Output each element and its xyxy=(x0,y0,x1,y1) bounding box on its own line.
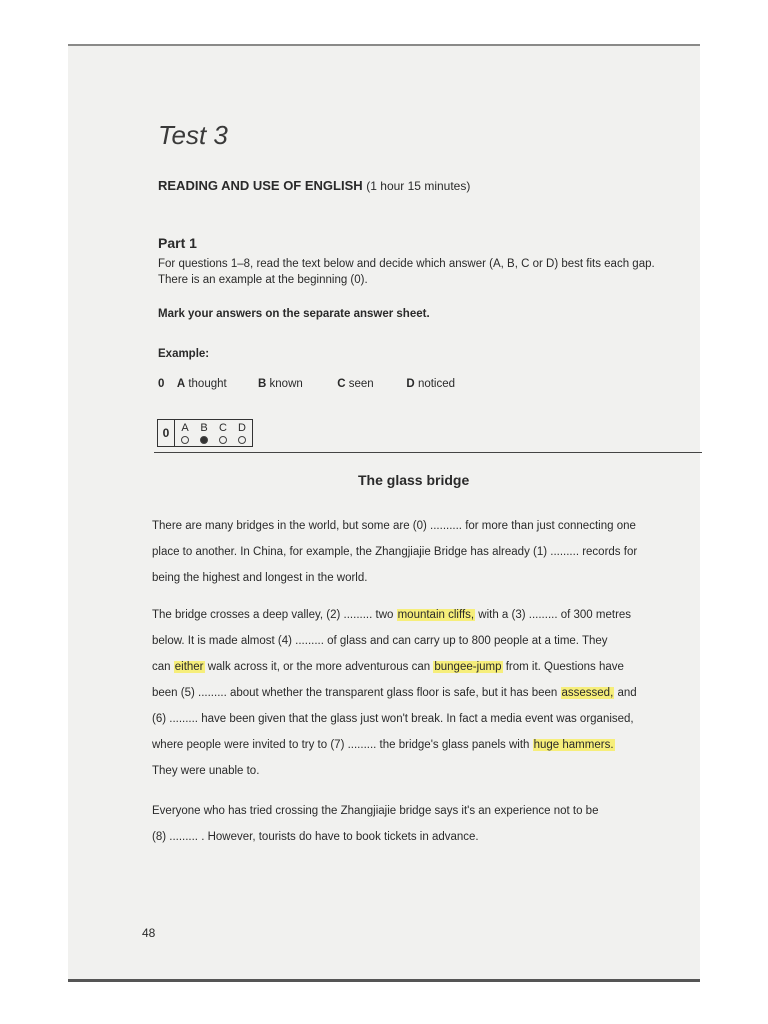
text-line: being the highest and longest in the world. xyxy=(152,572,368,584)
highlight: assessed, xyxy=(561,687,614,699)
text-line: below. It is made almost (4) ......... of glass and can carry up to 800 people at a time. They xyxy=(152,635,608,647)
text-line: can either walk across it, or the more adventurous can bungee-jump from it. Questions have xyxy=(152,661,624,673)
answer-bubble xyxy=(219,436,227,444)
instructions xyxy=(158,256,698,288)
text-line: place to another. In China, for example, the Zhangjiajie Bridge has already (1) ......... records for xyxy=(152,546,638,558)
page-number: 48 xyxy=(142,926,156,940)
highlight: mountain cliffs, xyxy=(397,609,475,621)
section-heading xyxy=(158,178,470,193)
text-line: (8) ......... . However, tourists do have to book tickets in advance. xyxy=(152,831,479,843)
part-heading: Part 1 xyxy=(158,235,197,251)
instruction-line: There is an example at the beginning (0). xyxy=(158,274,368,286)
divider xyxy=(154,452,702,453)
example-option: C seen xyxy=(337,378,374,390)
instruction-line: For questions 1–8, read the text below and decide which answer (A, B, C or D) best fits each gap. xyxy=(158,258,655,270)
example-options xyxy=(158,378,455,390)
text-line: Everyone who has tried crossing the Zhangjiajie bridge says it's an experience not to be xyxy=(152,805,599,817)
answer-cell-d: D xyxy=(238,423,246,444)
answer-grid-row-label: 0 xyxy=(158,420,175,446)
answer-bubble xyxy=(238,436,246,444)
answer-cell-a: A xyxy=(181,423,189,444)
example-option: D noticed xyxy=(406,378,456,390)
paragraph-1 xyxy=(152,513,702,591)
paragraph-2 xyxy=(152,602,702,784)
paragraph-3 xyxy=(152,798,702,850)
example-label: Example: xyxy=(158,348,210,360)
text-line: The bridge crosses a deep valley, (2) ......... two mountain cliffs, with a (3) ......... of 300 metres xyxy=(152,609,632,621)
example-number: 0 xyxy=(158,378,165,390)
answer-cell-c: C xyxy=(219,423,227,444)
text-line: They were unable to. xyxy=(152,765,260,777)
section-title: READING AND USE OF ENGLISH xyxy=(158,178,363,193)
text-line: been (5) ......... about whether the transparent glass floor is safe, but it has been assessed, and xyxy=(152,687,637,699)
example-option: B known xyxy=(258,378,303,390)
text-line: (6) ......... have been given that the glass just won't break. In fact a media event was organised, xyxy=(152,713,634,725)
mark-instruction: Mark your answers on the separate answer sheet. xyxy=(158,308,430,320)
answer-bubble xyxy=(181,436,189,444)
example-answer-grid xyxy=(157,419,253,447)
answer-cell-b: B xyxy=(200,423,208,444)
story-title: The glass bridge xyxy=(358,472,470,488)
section-duration: (1 hour 15 minutes) xyxy=(366,179,471,193)
answer-bubble-filled xyxy=(200,436,208,444)
highlight: bungee-jump xyxy=(434,661,502,673)
example-option: A thought xyxy=(176,378,227,390)
text-line: where people were invited to try to (7) ......... the bridge's glass panels with huge hammers. xyxy=(152,739,614,751)
text-line: There are many bridges in the world, but some are (0) .......... for more than just connecting one xyxy=(152,520,636,532)
highlight: huge hammers. xyxy=(533,739,614,751)
highlight: either xyxy=(174,661,204,673)
test-title: Test 3 xyxy=(158,120,228,150)
page-sheet xyxy=(68,44,700,982)
